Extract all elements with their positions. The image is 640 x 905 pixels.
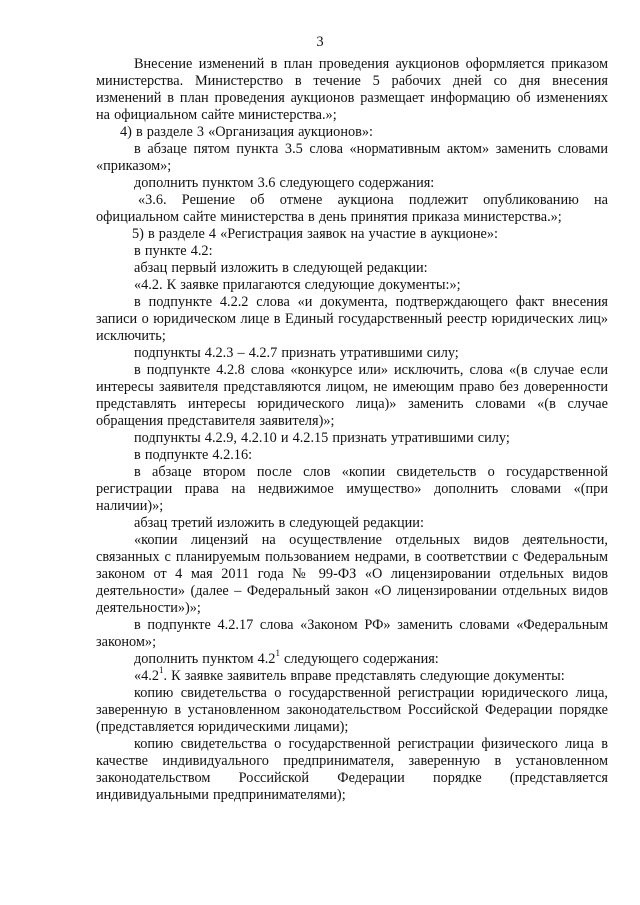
paragraph: подпункты 4.2.3 – 4.2.7 признать утратившими силу; (134, 345, 459, 361)
paragraph: дополнить пунктом 3.6 следующего содержания: (134, 175, 435, 191)
paragraph: «3.6. Решение об отмене аукциона подлежит опубликованию на официальном сайте министерства в день принятия приказа министерства.»; (96, 192, 608, 225)
paragraph: Внесение изменений в план проведения аукционов оформляется приказом министерства. Министерство в течение 5 рабочих дней со дня внесения изменений в план проведения аукционов размещает информацию об изменениях на официальном сайте министерства.»; (96, 56, 608, 123)
text-run: дополнить пунктом 4.2 (134, 651, 276, 667)
paragraph: абзац первый изложить в следующей редакции: (134, 260, 428, 276)
paragraph: в подпункте 4.2.17 слова «Законом РФ» заменить словами «Федеральным законом»; (96, 617, 608, 650)
superscript: 1 (275, 648, 280, 659)
paragraph: 4) в разделе 3 «Организация аукционов»: (120, 124, 374, 140)
paragraph: в абзаце втором после слов «копии свидетельств о государственной регистрации права на недвижимое имущество» дополнить словами «(при наличии)»; (96, 464, 608, 514)
superscript: 1 (159, 665, 164, 676)
page-number: 3 (316, 34, 324, 50)
paragraph: абзац третий изложить в следующей редакции: (134, 515, 424, 531)
paragraph: в пункте 4.2: (134, 243, 213, 259)
text-run: следующего содержания: (279, 651, 439, 667)
paragraph: подпункты 4.2.9, 4.2.10 и 4.2.15 признать утратившими силу; (134, 430, 510, 446)
paragraph-add-4-2-1 (96, 648, 608, 668)
paragraph: «копии лицензий на осуществление отдельных видов деятельности, связанных с планируемым пользованием недрами, в соответствии с Федеральным законом от 4 мая 2011 года № 99-ФЗ «О лицензировании отдельных видов деятельности» (далее – Федеральный закон «О лицензировании отдельных видов деятельности»)»; (96, 532, 608, 616)
paragraph: 5) в разделе 4 «Регистрация заявок на участие в аукционе»: (132, 226, 498, 242)
text-run: «4.2 (134, 668, 160, 684)
paragraph: в абзаце пятом пункта 3.5 слова «нормативным актом» заменить словами «приказом»; (96, 141, 608, 174)
paragraph-quote-4-2-1 (96, 665, 608, 685)
paragraph: в подпункте 4.2.8 слова «конкурсе или» исключить, слова «(в случае если интересы заявителя представляются лицом, не имеющим право без доверенности представлять интересы юридического лица)» заменить словами «(в случае обращения представителя заявителя)»; (96, 362, 608, 429)
paragraph: в подпункте 4.2.16: (134, 447, 253, 463)
text-run: . К заявке заявитель вправе представлять следующие документы: (163, 668, 565, 684)
document-body (96, 56, 608, 804)
paragraph: копию свидетельства о государственной регистрации юридического лица, заверенную в установленном законодательством Российской Федерации порядке (представляется юридическими лицами); (96, 685, 608, 735)
paragraph: в подпункте 4.2.2 слова «и документа, подтверждающего факт внесения записи о юридическом лице в Единый государственный реестр юридических лиц» исключить; (96, 294, 608, 344)
paragraph: копию свидетельства о государственной регистрации физического лица в качестве индивидуального предпринимателя, заверенную в установленном законодательством Российской Федерации порядке (представляется индивидуальными предпринимателями); (96, 736, 608, 803)
paragraph: «4.2. К заявке прилагаются следующие документы:»; (134, 277, 461, 293)
